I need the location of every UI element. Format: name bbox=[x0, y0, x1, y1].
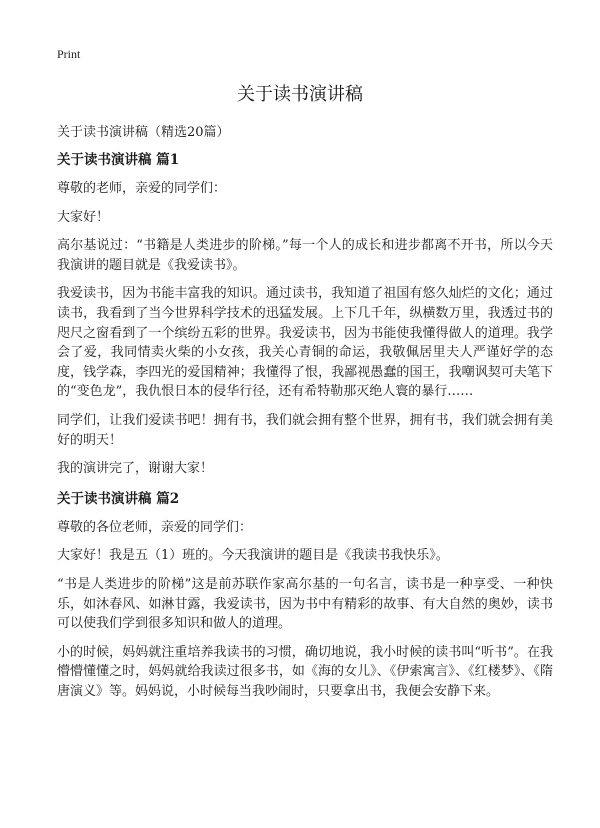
section-2 bbox=[57, 489, 553, 702]
paragraph: 小的时候，妈妈就注重培养我读书的习惯，确切地说，我小时候的读书叫“听书”。在我懵懵懂懂之时，妈妈就给我读过很多书，如《海的女儿》、《伊索寓言》、《红楼梦》、《隋唐演义》等。妈妈说，小时候每当我吵闹时，只要拿出书，我便会安静下来。 bbox=[57, 644, 553, 699]
paragraph: 高尔基说过：“书籍是人类进步的阶梯。”每一个人的成长和进步都离不开书，所以今天我演讲的题目就是《我爱读书》。 bbox=[57, 238, 553, 273]
section-heading: 关于读书演讲稿 篇1 bbox=[57, 152, 180, 168]
print-label: Print bbox=[57, 47, 81, 61]
paragraph: 尊敬的各位老师，亲爱的同学们： bbox=[57, 519, 253, 535]
paragraph: 我爱读书，因为书能丰富我的知识。通过读书，我知道了祖国有悠久灿烂的文化；通过读书，我看到了当今世界科学技术的迅猛发展。上下几千年，纵横数万里，我透过书的咫尺之窗看到了一个缤纷五彩的世界。我爱读书，因为书能使我懂得做人的道理。我学会了爱，我同情卖火柴的小女孩，我关心青铜的命运，我敬佩居里夫人严谨好学的态度，钱学森，李四光的爱国精神；我懂得了恨，我鄙视愚蠢的国王，我嘲讽契可夫笔下的“变色龙”，我仇恨日本的侵华行径，还有希特勒那灭绝人寰的暴行…… bbox=[57, 286, 553, 400]
paragraph: 大家好！ bbox=[57, 209, 110, 225]
paragraph: 我的演讲完了，谢谢大家！ bbox=[57, 461, 214, 477]
paragraph: 尊敬的老师，亲爱的同学们： bbox=[57, 181, 227, 196]
section-1 bbox=[57, 150, 553, 479]
paragraph: “书是人类进步的阶梯”这是前苏联作家高尔基的一句名言，读书是一种享受、一种快乐，如沐春风、如淋甘露，我爱读书，因为书中有精彩的故事、有大自然的奥妙，读书可以使我们学到很多知识和做人的道理。 bbox=[57, 576, 553, 632]
paragraph: 大家好！我是五（1）班的。今天我演讲的题目是《我读书我快乐》。 bbox=[57, 548, 449, 564]
document-subtitle: 关于读书演讲稿（精选20篇） bbox=[57, 125, 230, 140]
section-heading: 关于读书演讲稿 篇2 bbox=[57, 490, 180, 507]
document-body bbox=[57, 150, 553, 710]
page-title: 关于读书演讲稿 bbox=[237, 84, 363, 105]
paragraph: 同学们，让我们爱读书吧！拥有书，我们就会拥有整个世界，拥有书，我们就会拥有美好的明天！ bbox=[57, 412, 553, 448]
